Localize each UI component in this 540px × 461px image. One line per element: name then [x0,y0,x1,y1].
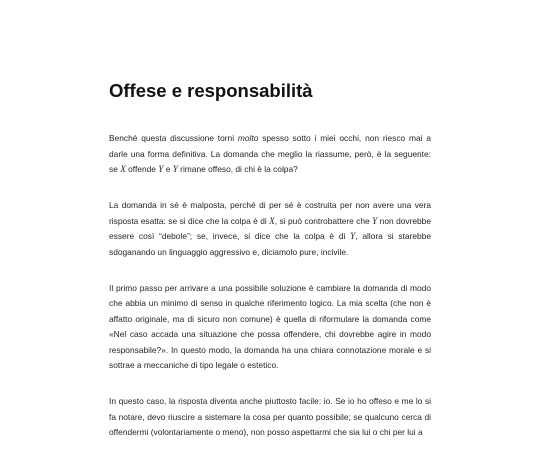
page-title: Offese e responsabilità [109,80,313,101]
text-run: e [163,164,173,174]
text-run: offende [125,164,159,174]
text-run: rimane offeso, di chi è la colpa? [177,164,298,174]
text-run: , allora si starebbe sdoganando un linguaggio aggressivo e, diciamolo pure, incivile. [109,231,432,257]
math-var-y: Y [172,164,178,174]
paragraph-4: In questo caso, la risposta diventa anche piuttosto facile: io. Se io ho offeso e me lo si fa notare, devo riuscire a sistemare la cosa per quanto possibile; se qualcuno cerca di offendermi (volontariamente o meno), non posso aspettarmi che sia lui o chi per lui a [109,396,431,437]
text-run: , si può controbattere che [274,215,373,226]
text-run: Benché questa discussione torni [109,133,238,143]
math-var-y: Y [372,215,378,226]
text-run: spesso sotto i miei occhi, non riesco mai a darle una forma definitiva. La domanda che meglio la riassume, però, è la seguente: se [109,133,431,174]
paragraph-1 [109,131,431,178]
paragraph-2 [109,198,431,260]
text-run: La domanda in sé è malposta, perché di per sé è costruita per non avere una vera risposta esatta: se si dice che la colpa è di [109,200,431,226]
emphasis: molto [237,133,259,143]
article [109,78,431,461]
paragraph-3: Il primo passo per arrivare a una possibile soluzione è cambiare la domanda di modo che abbia un minimo di senso in qualche riferimento logico. La mia scelta (che non è affatto originale, ma di sicuro non comune) è quella di riformulare la domanda come «Nel caso accada una situazione che possa offendere, chi dovrebbe agire in modo responsabile?». In questo modo, la domanda ha una chiara connotazione morale e si sottrae a meccaniche di tipo legale o estetico. [109,282,431,370]
math-var-x: X [269,215,275,226]
math-var-y: Y [158,164,164,174]
math-var-y: Y [350,231,356,241]
math-var-x: X [120,164,126,174]
text-run: non dovrebbe essere così “debole”; se, invece, si dice che la colpa è di [109,215,431,241]
